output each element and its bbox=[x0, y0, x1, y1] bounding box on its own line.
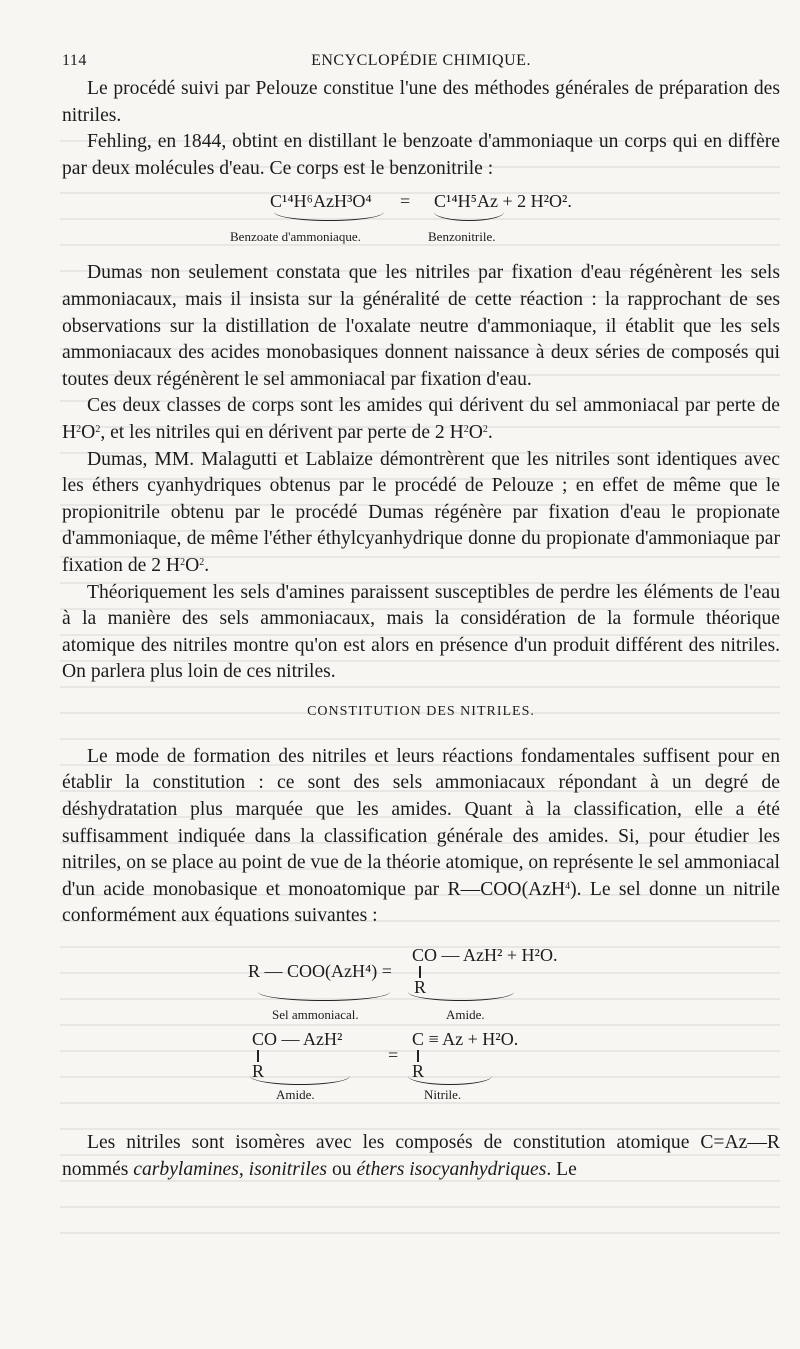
p5-o: O bbox=[185, 554, 200, 576]
equation2-left: R — COO(AzH⁴) = bbox=[248, 961, 392, 982]
equation2-label-right: Amide. bbox=[446, 1007, 485, 1023]
page-number: 114 bbox=[62, 52, 87, 69]
equation2-brace-right bbox=[408, 992, 514, 1001]
p4-sup3: 2 bbox=[463, 423, 469, 435]
equation-amide bbox=[62, 930, 780, 1022]
p4-text-a: Ces deux classes de corps sont les amides qui dérivent du sel ammoniacal par perte de H bbox=[62, 395, 780, 443]
equation1-left: C¹⁴H⁶AzH³O⁴ bbox=[270, 191, 372, 212]
paragraph-theoriquement: Théoriquement les sels d'amines paraissent susceptibles de perdre les éléments de l'eau à la manière des sels ammoniacaux, mais la considération de la formule théorique atomique des nitriles montre qu'on est alors en présence d'un produit différent des nitriles. On parlera plus loin de ces nitriles. bbox=[62, 581, 780, 683]
p4-text-b: , et les nitriles qui en dérivent par perte de 2 H bbox=[100, 421, 464, 443]
equation3-label-right: Nitrile. bbox=[424, 1087, 462, 1103]
p4-o2: O bbox=[468, 421, 483, 443]
p7-text-a: Le mode de formation des nitriles et leurs réactions fondamentales suffisent pour en établir la constitution : ce sont des sels ammoniacaux répondant à un degré de déshydratation plus marquée que les amides. Quant à la classification, elle a été suffisamment indiquée dans la classification générale des amides. Si, pour étudier les nitriles, on se place au point de vue de la théorie atomique, on représente le sel ammoniacal d'un acide monobasique et monoatomique par R—COO(AzH bbox=[62, 745, 780, 900]
equation-nitrile bbox=[62, 1022, 780, 1103]
p5-text: Dumas, MM. Malagutti et Lablaize démontrèrent que les nitriles sont identiques avec les éthers cyanhydriques obtenus par le procédé de Pelouze ; en effet de même que le propionitrile obtenu par le procédé Dumas régénère par fixation d'eau le propionate d'ammoniaque, de même l'éther éthylcyanhydrique donne du propionate d'ammoniaque par fixation de 2 H bbox=[62, 448, 780, 576]
section-title: CONSTITUTION DES NITRILES. bbox=[307, 703, 535, 719]
equation2-label-left: Sel ammoniacal. bbox=[272, 1007, 359, 1023]
equation3-equals: = bbox=[388, 1045, 399, 1066]
equation2-right-top: CO — AzH² + H²O. bbox=[412, 945, 558, 966]
p4-end: . bbox=[487, 421, 493, 443]
equation2-brace-left bbox=[258, 992, 390, 1001]
equation1-brace-right bbox=[434, 212, 504, 221]
equation2-right-bottom: R bbox=[414, 977, 427, 998]
paragraph-dumas: Dumas non seulement constata que les nitriles par fixation d'eau régénèrent les sels ammoniacaux, mais il insista sur la généralité de cette réaction : la rapprochant de ses observations sur la distillation de l'oxalate neutre d'ammoniaque, il établit que les sels ammoniacaux des acides monobasiques donnent naissance à deux séries de composés qui toutes deux régénèrent le sel ammoniacal par fixation d'eau. bbox=[62, 262, 780, 390]
page bbox=[62, 48, 780, 1183]
paragraph-malagutti bbox=[62, 447, 780, 580]
p8-end: . Le bbox=[546, 1158, 577, 1180]
p5-sup1: 2 bbox=[180, 556, 186, 568]
p5-sup2: 2 bbox=[199, 556, 205, 568]
p5-end: . bbox=[204, 554, 210, 576]
equation3-left-top: CO — AzH² bbox=[252, 1029, 343, 1050]
running-title: ENCYCLOPÉDIE CHIMIQUE. bbox=[311, 52, 531, 69]
equation-benzonitrile bbox=[62, 182, 780, 250]
paragraph-fehling: Fehling, en 1844, obtint en distillant le benzoate d'ammoniaque un corps qui en diffère par deux molécules d'eau. Ce corps est le benzonitrile : bbox=[62, 131, 780, 179]
paragraph-mode-formation bbox=[62, 744, 780, 930]
p7-text-b: ). Le sel donne un nitrile conformément aux équations suivantes : bbox=[62, 878, 780, 927]
equation3-left-bottom: R bbox=[252, 1061, 265, 1082]
equation3-right-bottom: R bbox=[412, 1061, 425, 1082]
p7-sup: 4 bbox=[565, 880, 571, 892]
paragraph-classes bbox=[62, 393, 780, 446]
p8-italic-1: carbylamines, isonitriles bbox=[133, 1158, 328, 1180]
equation3-right-top: C ≡ Az + H²O. bbox=[412, 1029, 519, 1050]
equation3-label-left: Amide. bbox=[276, 1087, 315, 1103]
p4-sup1: 2 bbox=[76, 423, 82, 435]
equation1-label-right: Benzonitrile. bbox=[428, 229, 496, 245]
paragraph-pelouze: Le procédé suivi par Pelouze constitue l'une des méthodes générales de préparation des nitriles. bbox=[62, 78, 780, 126]
p8-italic-2: éthers isocyanhydriques bbox=[356, 1158, 547, 1180]
p8-text-a: Les nitriles sont isomères avec les composés de constitution atomique C=Az—R nommés bbox=[62, 1132, 780, 1180]
p8-mid: ou bbox=[327, 1158, 357, 1180]
p4-sup4: 2 bbox=[482, 423, 488, 435]
equation1-label-left: Benzoate d'ammoniaque. bbox=[230, 229, 361, 245]
p4-o1: O bbox=[81, 421, 96, 443]
equation1-equals: = bbox=[400, 191, 411, 212]
equation1-right: C¹⁴H⁵Az + 2 H²O². bbox=[434, 191, 572, 212]
p4-sup2: 2 bbox=[95, 423, 101, 435]
paragraph-isomeres bbox=[62, 1130, 780, 1183]
equation1-brace-left bbox=[274, 212, 384, 221]
running-header bbox=[62, 48, 780, 76]
